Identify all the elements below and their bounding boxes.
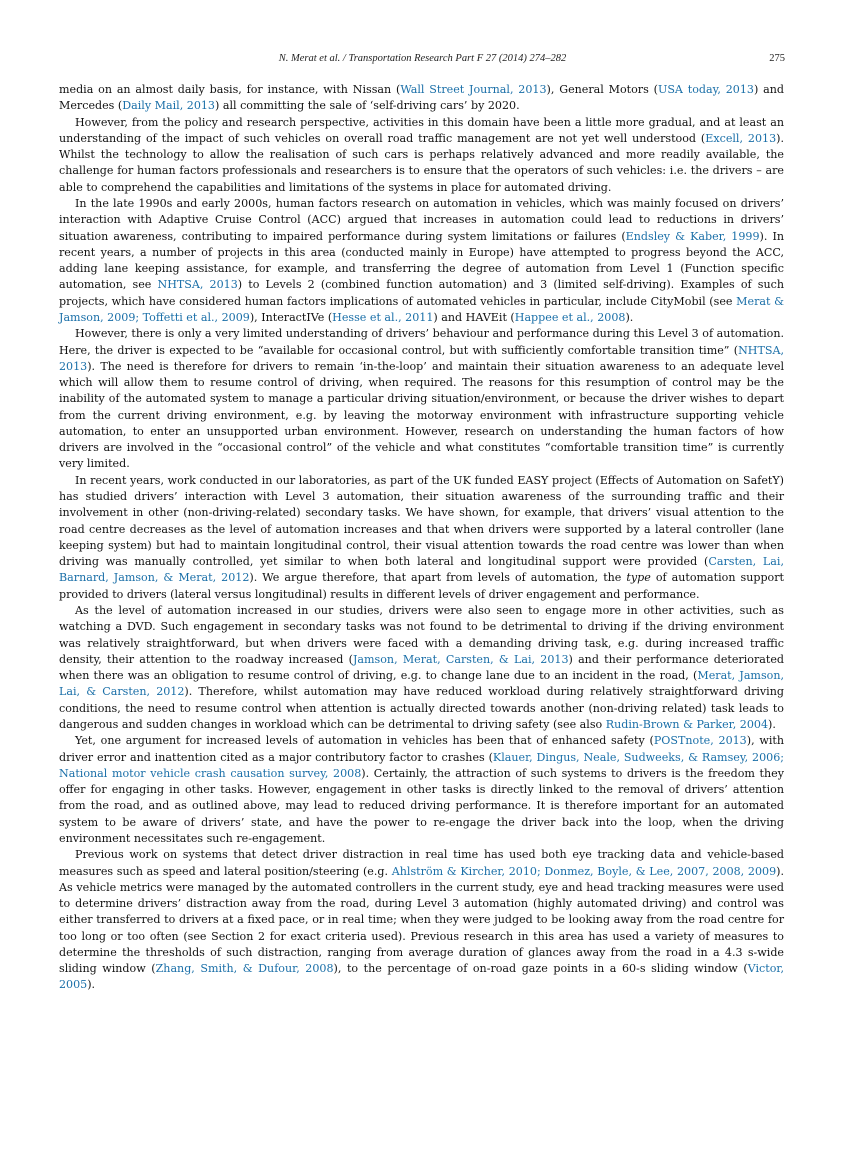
citation-link[interactable]: Jamson, Merat, Carsten, & Lai, 2013 bbox=[352, 652, 569, 666]
body-text-run: As the level of automation increased in our studies, drivers were also seen to engage more in other activities, such as watching a DVD. Such engagement in secondary tasks was not found to be detrimental to driving if the driving environment was relatively straightforward, but when drivers were faced with a demanding driving task, e.g. during increased traffic density, their attention to the roadway increased ( bbox=[59, 604, 784, 666]
paragraph bbox=[59, 82, 784, 115]
citation-link[interactable]: Happee et al., 2008 bbox=[514, 310, 626, 324]
citation-link[interactable]: Ahlström & Kircher, 2010; Donmez, Boyle, & Lee, 2007, 2008, 2009 bbox=[391, 864, 777, 878]
citation-link[interactable]: POSTnote, 2013 bbox=[653, 734, 747, 748]
paragraph bbox=[59, 603, 784, 733]
citation-link[interactable]: Carsten, Lai, Barnard, Jamson, & Merat, 2012 bbox=[59, 555, 784, 585]
body-text-run: ). bbox=[625, 310, 634, 324]
body-text-run: Previous work on systems that detect driver distraction in real time has used both eye tracking data and vehicle-based measures such as speed and lateral position/steering (e.g. bbox=[59, 848, 784, 878]
citation-link[interactable]: Victor, 2005 bbox=[59, 962, 784, 992]
paragraph bbox=[59, 733, 784, 847]
body-text-run: ). Whilst the technology to allow the realisation of such cars is perhaps relatively advanced and more readily available, the challenge for human factors professionals and researchers is to ensure that the operators of such vehicles: i.e. the drivers – are able to comprehend the capabilities and limitations of the systems in place for automated driving. bbox=[59, 131, 785, 194]
body-text-run: of automation support provided to drivers (lateral versus longitudinal) results in different levels of driver engagement and performance. bbox=[59, 571, 784, 601]
body-text-run: ) and HAVEit ( bbox=[433, 310, 515, 324]
citation-link[interactable]: Wall Street Journal, 2013 bbox=[400, 83, 547, 96]
citation-link[interactable]: Hesse et al., 2011 bbox=[332, 310, 434, 324]
body-text-run: ), with driver error and inattention cited as a major contributory factor to crashes ( bbox=[59, 734, 784, 764]
body-text-run: ). We argue therefore, that apart from levels of automation, the bbox=[249, 571, 627, 585]
emphasis-text: type bbox=[626, 571, 651, 585]
body-text-run: However, there is only a very limited understanding of drivers’ behaviour and performance during this Level 3 of automation. Here, the driver is expected to be “available for occasional control, but with sufficiently comfortable transition time” ( bbox=[59, 327, 784, 357]
citation-link[interactable]: Daily Mail, 2013 bbox=[122, 99, 215, 113]
body-text-run: ). In recent years, a number of projects in this area (conducted mainly in Europe) have attempted to progress beyond the ACC, adding lane keeping assistance, for example, and transferring the degree of automation from Level 1 (Function specific automation, see bbox=[59, 229, 784, 292]
paragraph bbox=[59, 473, 784, 603]
citation-link[interactable]: Merat, Jamson, Lai, & Carsten, 2012 bbox=[59, 669, 784, 699]
body-text-run: ). Therefore, whilst automation may have reduced workload during relatively straightforward driving conditions, the need to resume control when attention is actually directed towards another (non-driving related) task leads to dangerous and sudden changes in workload which can be detrimental to driving safety (see also bbox=[59, 685, 784, 731]
body-text-run: ) all committing the sale of ‘self-driving cars’ by 2020. bbox=[215, 99, 520, 113]
body-text-run: ), InteractIVe ( bbox=[249, 310, 333, 324]
body-text-run: In recent years, work conducted in our laboratories, as part of the UK funded EASY project (Effects of Automation on SafetY) has studied drivers’ interaction with Level 3 automation, their situation awareness of the surrounding traffic and their involvement in other (non-driving-related) secondary tasks. We have shown, for example, that drivers’ visual attention to the road centre decreases as the level of automation increases and that when drivers were supported by a lateral controller (lane keeping system) but had to maintain longitudinal control, their visual attention towards the road centre was lower than when driving was manually controlled, yet similar to when both lateral and longitudinal support were provided ( bbox=[59, 473, 784, 569]
body-text-run: However, from the policy and research perspective, activities in this domain have been a little more gradual, and at least an understanding of the impact of such vehicles on overall road traffic management are not yet well understood ( bbox=[59, 115, 784, 145]
body-text-run: ), to the percentage of on-road gaze points in a 60-s sliding window ( bbox=[333, 962, 748, 976]
body-text-run: ). bbox=[87, 978, 96, 992]
citation-link[interactable]: Merat & Jamson, 2009; Toffetti et al., 2009 bbox=[59, 294, 784, 324]
body-text-run: media on an almost daily basis, for instance, with Nissan ( bbox=[59, 83, 401, 96]
article-body bbox=[59, 82, 784, 994]
citation-link[interactable]: Zhang, Smith, & Dufour, 2008 bbox=[155, 962, 334, 976]
citation-link[interactable]: Rudin-Brown & Parker, 2004 bbox=[605, 717, 769, 731]
body-text-run: ) and their performance deteriorated when there was an obligation to resume control of driving, e.g. to change lane due to an incident in the road, ( bbox=[59, 652, 785, 683]
citation-link[interactable]: Klauer, Dingus, Neale, Sudweeks, & Ramsey, 2006; National motor vehicle crash causation survey, 2008 bbox=[59, 750, 784, 780]
citation-link[interactable]: Excell, 2013 bbox=[705, 131, 777, 145]
body-text-run: ), General Motors ( bbox=[546, 83, 658, 96]
body-text-run: Yet, one argument for increased levels of automation in vehicles has been that of enhanced safety ( bbox=[75, 734, 654, 748]
paragraph bbox=[59, 115, 784, 196]
citation-link[interactable]: Endsley & Kaber, 1999 bbox=[625, 229, 760, 243]
citation-link[interactable]: NHTSA, 2013 bbox=[59, 343, 784, 373]
body-text-run: ) and Mercedes ( bbox=[59, 83, 784, 113]
running-header bbox=[60, 53, 785, 67]
paragraph bbox=[59, 326, 784, 473]
page-number: 275 bbox=[769, 53, 785, 64]
body-text-run: ). The need is therefore for drivers to remain ‘in-the-loop’ and maintain their situation awareness to an adequate level which will allow them to resume control of driving, when required. The reasons for this resumption of control may be the inability of the automated system to manage a particular driving situation/environment, or because the driver wishes to depart from the current driving environment, e.g. by leaving the motorway environment with infrastructure supporting vehicle automation, to enter an unsupported urban environment. However, research on understanding the human factors of how drivers are involved in the “occasional control” of the vehicle and what constitutes “comfortable transition time” is currently very limited. bbox=[59, 359, 784, 471]
body-text-run: ). bbox=[768, 717, 776, 731]
body-text-run: ). As vehicle metrics were managed by the automated controllers in the current study, eye and head tracking measures were used to determine drivers’ distraction away from the road, during Level 3 automation (highly automated driving) and control was either transferred to drivers at a fixed pace, or in real time; when they were judged to be looking away from the road centre for too long or too often (see Section 2 for exact criteria used). Previous research in this area has used a variety of measures to determine the thresholds of such distraction, ranging from average duration of glances away from the road in a 4.3 s-wide sliding window ( bbox=[59, 864, 784, 976]
citation-link[interactable]: USA today, 2013 bbox=[657, 83, 754, 96]
body-text-run: ) to Levels 2 (combined function automation) and 3 (limited self-driving). Examples of such projects, which have considered human factors implications of automated vehicles in particular, include CityMobil (see bbox=[59, 278, 785, 308]
citation-link[interactable]: NHTSA, 2013 bbox=[157, 278, 238, 292]
body-text-run: In the late 1990s and early 2000s, human factors research on automation in vehicles, which was mainly focused on drivers’ interaction with Adaptive Cruise Control (ACC) argued that increases in automation could lead to reductions in drivers’ situation awareness, contributing to impaired performance during system limitations or failures ( bbox=[59, 196, 784, 243]
paragraph bbox=[59, 847, 784, 994]
body-text-run: ). Certainly, the attraction of such systems to drivers is the freedom they offer for engaging in other tasks. However, engagement in other tasks is directly linked to the removal of drivers’ attention from the road, and as outlined above, may lead to reduced driving performance. It is therefore important for an automated system to be aware of drivers’ state, and have the power to re-engage the driver back into the loop, when the driving environment necessitates such re-engagement. bbox=[59, 766, 784, 845]
paragraph bbox=[59, 196, 784, 326]
running-title: N. Merat et al. / Transportation Research Part F 27 (2014) 274–282 bbox=[278, 53, 567, 64]
